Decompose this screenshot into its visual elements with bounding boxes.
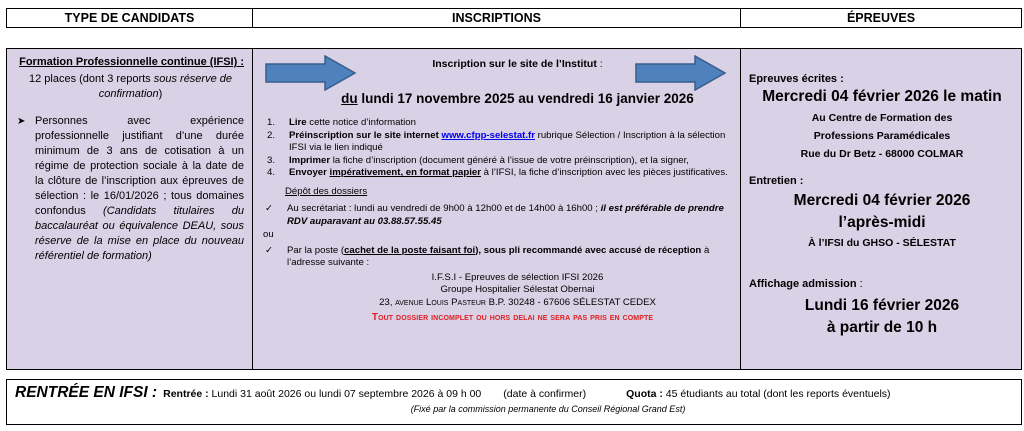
inscription-title: Inscription sur le site de l’Institut : bbox=[432, 58, 603, 70]
candidats-places: 12 places (dont 3 reports sous réserve de confirmation) bbox=[28, 73, 232, 100]
quota: Quota : 45 étudiants au total (dont les reports éventuels) bbox=[626, 388, 891, 400]
website-link[interactable]: www.cfpp-selestat.fr bbox=[441, 129, 535, 141]
header-type-candidats: TYPE DE CANDIDATS bbox=[7, 9, 253, 27]
rentree-confirm: (date à confirmer) bbox=[503, 388, 587, 400]
right-arrow-icon bbox=[635, 55, 727, 91]
ecrites-date: Mercredi 04 février 2026 le matin bbox=[762, 88, 1002, 105]
secretariat-item: ✓ Au secrétariat : lundi au vendredi de 9h00 à 12h00 et de 14h00 à 16h00 ; il est préférable de prendre RDV auparavant au 03.88.57.55.45 bbox=[265, 203, 724, 227]
candidats-note: (Candidats titulaires du baccalauréat ou équivalence DEAU, sous réserve de la mise en place du nouveau référentiel de formation) bbox=[35, 205, 244, 262]
table-header bbox=[6, 8, 1022, 28]
rentree-row bbox=[15, 384, 1011, 402]
right-arrow-icon bbox=[265, 55, 357, 91]
rentree-box bbox=[6, 379, 1022, 425]
step-item: 4. Envoyer impérativement, en format papier à l’IFSI, la fiche d’inscription avec les pièces justificatives. bbox=[267, 167, 728, 178]
rentree-dates: Rentrée : Lundi 31 août 2026 ou lundi 07 septembre 2026 à 09 h 00 bbox=[163, 388, 482, 400]
affichage-time: à partir de 10 h bbox=[826, 319, 938, 336]
candidats-title: Formation Professionnelle continue (IFSI) : bbox=[19, 56, 244, 68]
arrow-bullet-icon: ➤ bbox=[17, 116, 26, 127]
incomplete-warning: Tout dossier incomplet ou hors delai ne sera pas pris en compte bbox=[371, 312, 654, 323]
address-line: I.F.S.I - Epreuves de sélection IFSI 2026 bbox=[431, 271, 604, 283]
entretien-date: Mercredi 04 février 2026 bbox=[793, 192, 971, 209]
main-table bbox=[6, 48, 1022, 370]
ecrites-place: Au Centre de Formation des bbox=[811, 112, 953, 124]
step-item: 1. Lire cette notice d’information bbox=[267, 117, 416, 128]
depot-heading: Dépôt des dossiers bbox=[285, 185, 368, 197]
epreuves-column bbox=[741, 49, 1021, 369]
affichage-date: Lundi 16 février 2026 bbox=[804, 297, 960, 314]
candidats-bullet bbox=[17, 114, 244, 264]
checkmark-icon: ✓ bbox=[265, 244, 274, 256]
header-epreuves: ÉPREUVES bbox=[846, 11, 916, 25]
poste-item: ✓ Par la poste (cachet de la poste faisant foi), sous pli recommandé avec accusé de réception à l’adresse suivante : bbox=[265, 244, 710, 268]
inscription-dates: du lundi 17 novembre 2025 au vendredi 16 janvier 2026 bbox=[341, 90, 694, 106]
candidats-column bbox=[7, 49, 253, 369]
address-line: Groupe Hospitalier Sélestat Obernai bbox=[440, 284, 595, 295]
entretien-place: À l’IFSI du GHSO - SÉLESTAT bbox=[808, 237, 956, 249]
entretien-label: Entretien : bbox=[749, 175, 804, 187]
header-inscriptions: INSCRIPTIONS bbox=[253, 9, 741, 27]
ecrites-place: Professions Paramédicales bbox=[813, 130, 951, 142]
ecrites-label: Epreuves écrites : bbox=[749, 73, 844, 85]
step-item: 2. Préinscription sur le site internet www.cfpp-selestat.fr rubrique Sélection / Inscription à la sélection IFSI via le lien indiqué bbox=[267, 129, 726, 153]
checkmark-icon: ✓ bbox=[265, 203, 274, 214]
rentree-heading: RENTRÉE EN IFSI : bbox=[15, 384, 158, 401]
inscriptions-column bbox=[253, 49, 741, 369]
entretien-time: l’après-midi bbox=[838, 214, 926, 231]
candidats-criteria: Personnes avec expérience professionnelle justifiant d’une durée minimum de 3 ans de cotisation à un régime de protection sociale à la date de la clôture de l’inscription aux épreuves de sélection : le 16/01/2026 ; tous domaines confondus bbox=[35, 115, 244, 217]
rentree-note: (Fixé par la commission permanente du Conseil Régional Grand Est) bbox=[410, 404, 686, 414]
or-separator: ou bbox=[263, 229, 274, 240]
step-item: 3. Imprimer la fiche d’inscription (document généré à l’issue de votre préinscription), et la signer, bbox=[267, 154, 689, 166]
affichage-label: Affichage admission : bbox=[749, 278, 863, 290]
ecrites-place: Rue du Dr Betz - 68000 COLMAR bbox=[800, 148, 964, 160]
inscription-steps bbox=[263, 117, 732, 180]
address-line: 23, avenue Louis Pasteur B.P. 30248 - 67606 SÉLESTAT CEDEX bbox=[379, 296, 656, 308]
